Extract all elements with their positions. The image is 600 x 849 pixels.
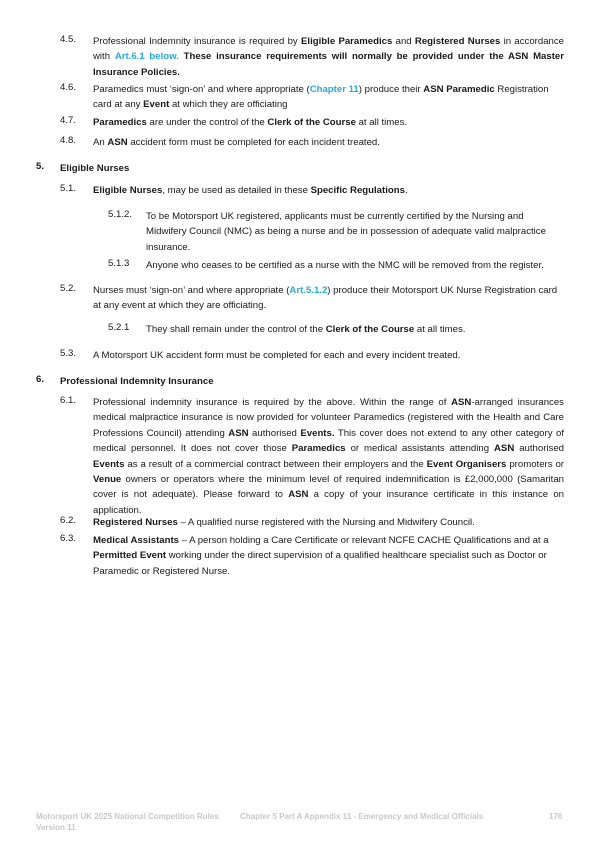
text-run: Anyone who ceases to be certified as a nurse with the NMC will be removed from the register. — [146, 260, 544, 271]
clause-number-5-1-3: 5.1.3 — [108, 258, 130, 269]
text-run: accident form must be completed for each incident treated. — [127, 137, 380, 148]
text-run: at which they are officiating — [169, 99, 288, 111]
clause-5-1 — [93, 183, 564, 198]
clause-number-5-2-1: 5.2.1 — [108, 322, 130, 333]
text-run: in accordance with — [93, 36, 565, 63]
bold-term: ASN — [451, 397, 472, 408]
text-run: Nurses must ‘sign-on’ and where appropriate ( — [93, 285, 290, 296]
section-heading-6 — [60, 374, 560, 389]
bold-term: ASN Paramedic — [423, 84, 495, 95]
text-run: Professional Indemnity insurance is required by — [93, 36, 302, 47]
bold-term: These insurance requirements will normally be provided under the ASN Master Insurance Policies. — [93, 51, 564, 78]
cross-reference-link[interactable]: Chapter 11 — [309, 84, 359, 95]
clause-number-6-3: 6.3. — [60, 533, 77, 544]
section-number-6: 6. — [36, 374, 45, 385]
text-run: To be Motorsport UK registered, applicants must be currently certified by the Nursing and Midwifery Council (NMC) as being a nurse and be in possession of adequate valid malpractice insurance. — [146, 211, 546, 253]
bold-term: Venue — [93, 474, 122, 486]
text-run: are under the control of the — [146, 117, 268, 128]
cross-reference-link[interactable]: Art.5.1.2 — [289, 285, 328, 296]
clause-number-5-2: 5.2. — [60, 283, 77, 294]
text-run: at all times. — [355, 117, 408, 128]
text-run: An — [93, 137, 108, 148]
bold-term: Event — [143, 99, 170, 111]
clause-5-3 — [93, 348, 564, 363]
clause-6-2 — [93, 515, 564, 530]
footer-title: Motorsport UK 2025 National Competition Rules — [36, 812, 219, 821]
text-run: – A qualified nurse registered with the Nursing and Midwifery Council. — [177, 517, 475, 528]
text-run: authorised — [248, 427, 301, 439]
clause-number-4-6: 4.6. — [60, 82, 77, 93]
bold-term: ASN — [494, 443, 515, 455]
bold-term: Clerk of the Course — [325, 324, 415, 335]
text-run: a copy of your insurance certificate in this instance on application. — [93, 489, 564, 516]
text-run: – A person holding a Care Certificate or relevant NCFE CACHE Qualifications and at a — [179, 535, 549, 546]
bold-term: Eligible Nurses — [93, 185, 163, 196]
clause-5-1-2 — [146, 209, 564, 255]
footer-page-number: 176 — [549, 812, 563, 821]
bold-term: Medical Assistants — [93, 535, 180, 546]
clause-6-3 — [93, 533, 564, 579]
clause-number-4-5: 4.5. — [60, 34, 77, 45]
clause-5-1-3 — [146, 258, 566, 273]
text-run: owners or operators where the minimum level of required indemnification is £2,000,000 (Samaritan cover is not adequate). Please forward to — [93, 474, 564, 501]
text-run: promoters or — [506, 458, 564, 470]
section-number-5: 5. — [36, 161, 45, 172]
clause-number-5-1: 5.1. — [60, 183, 77, 194]
bold-term: Registered Nurses — [93, 517, 178, 528]
bold-term: Professional Indemnity Insurance — [60, 376, 214, 387]
text-run: at all times. — [414, 324, 466, 335]
bold-term: Events. — [300, 427, 335, 439]
section-heading-5 — [60, 161, 560, 176]
clause-5-2 — [93, 283, 564, 314]
bold-term: Eligible Nurses — [60, 163, 130, 174]
text-run: , may be used as detailed in these — [162, 185, 311, 196]
bold-term: Event Organisers — [426, 458, 507, 470]
bold-term: Clerk of the Course — [267, 117, 356, 128]
bold-term: ASN — [107, 137, 128, 148]
clause-4-6 — [93, 82, 564, 113]
text-run: as a result of a commercial contract between their employers and the — [124, 458, 427, 470]
text-run: -arranged insurances medical malpractice insurance is now provided for volunteer Paramedics (registered with the Health and Care Professions Council) attending — [93, 397, 564, 439]
text-run: They shall remain under the control of the — [146, 324, 326, 335]
clause-number-4-7: 4.7. — [60, 115, 77, 126]
clause-4-8 — [93, 135, 564, 150]
bold-term: ASN — [228, 427, 249, 439]
bold-term: Paramedics — [93, 117, 147, 128]
text-run: and — [392, 36, 415, 47]
text-run: Registration card at any — [93, 84, 549, 111]
text-run: or medical assistants attending — [345, 443, 494, 455]
bold-term: Permitted Event — [93, 550, 167, 562]
clause-6-1 — [93, 395, 564, 518]
clause-number-4-8: 4.8. — [60, 135, 77, 146]
text-run: authorised — [514, 443, 564, 455]
text-run: Professional indemnity insurance is required by the above. Within the range of — [93, 397, 452, 408]
cross-reference-link[interactable]: Art.6.1 below. — [114, 51, 179, 63]
clause-5-2-1 — [146, 322, 564, 337]
bold-term: Events — [93, 458, 125, 470]
clause-number-6-2: 6.2. — [60, 515, 77, 526]
bold-term: Specific Regulations — [310, 185, 405, 196]
bold-term: Paramedics — [291, 443, 346, 455]
text-run: . — [404, 185, 408, 196]
bold-term: Registered Nurses — [414, 36, 501, 47]
footer-chapter: Chapter 5 Part A Appendix 11 - Emergency and Medical Officials — [240, 812, 484, 821]
bold-term: Eligible Paramedics — [301, 36, 393, 47]
clause-number-6-1: 6.1. — [60, 395, 77, 406]
bold-term: ASN — [288, 489, 309, 501]
text-run: ) produce their Motorsport UK Nurse Registration card at any event at which they are officiating. — [93, 285, 558, 312]
text-run: ) produce their — [358, 84, 424, 95]
text-run: Paramedics must ‘sign-on’ and where appropriate ( — [93, 84, 310, 95]
clause-number-5-1-2: 5.1.2. — [108, 209, 133, 220]
text-run: A Motorsport UK accident form must be completed for each and every incident treated. — [93, 350, 461, 361]
clause-number-5-3: 5.3. — [60, 348, 77, 359]
footer-version: Version 11 — [36, 823, 76, 832]
text-run: working under the direct supervision of a qualified healthcare specialist such as Doctor or Paramedic or Registered Nurse. — [93, 550, 547, 577]
clause-4-7 — [93, 115, 564, 130]
text-run: This cover does not extend to any other category of medical personnel. It does not cover those — [93, 427, 564, 455]
clause-4-5 — [93, 34, 564, 80]
